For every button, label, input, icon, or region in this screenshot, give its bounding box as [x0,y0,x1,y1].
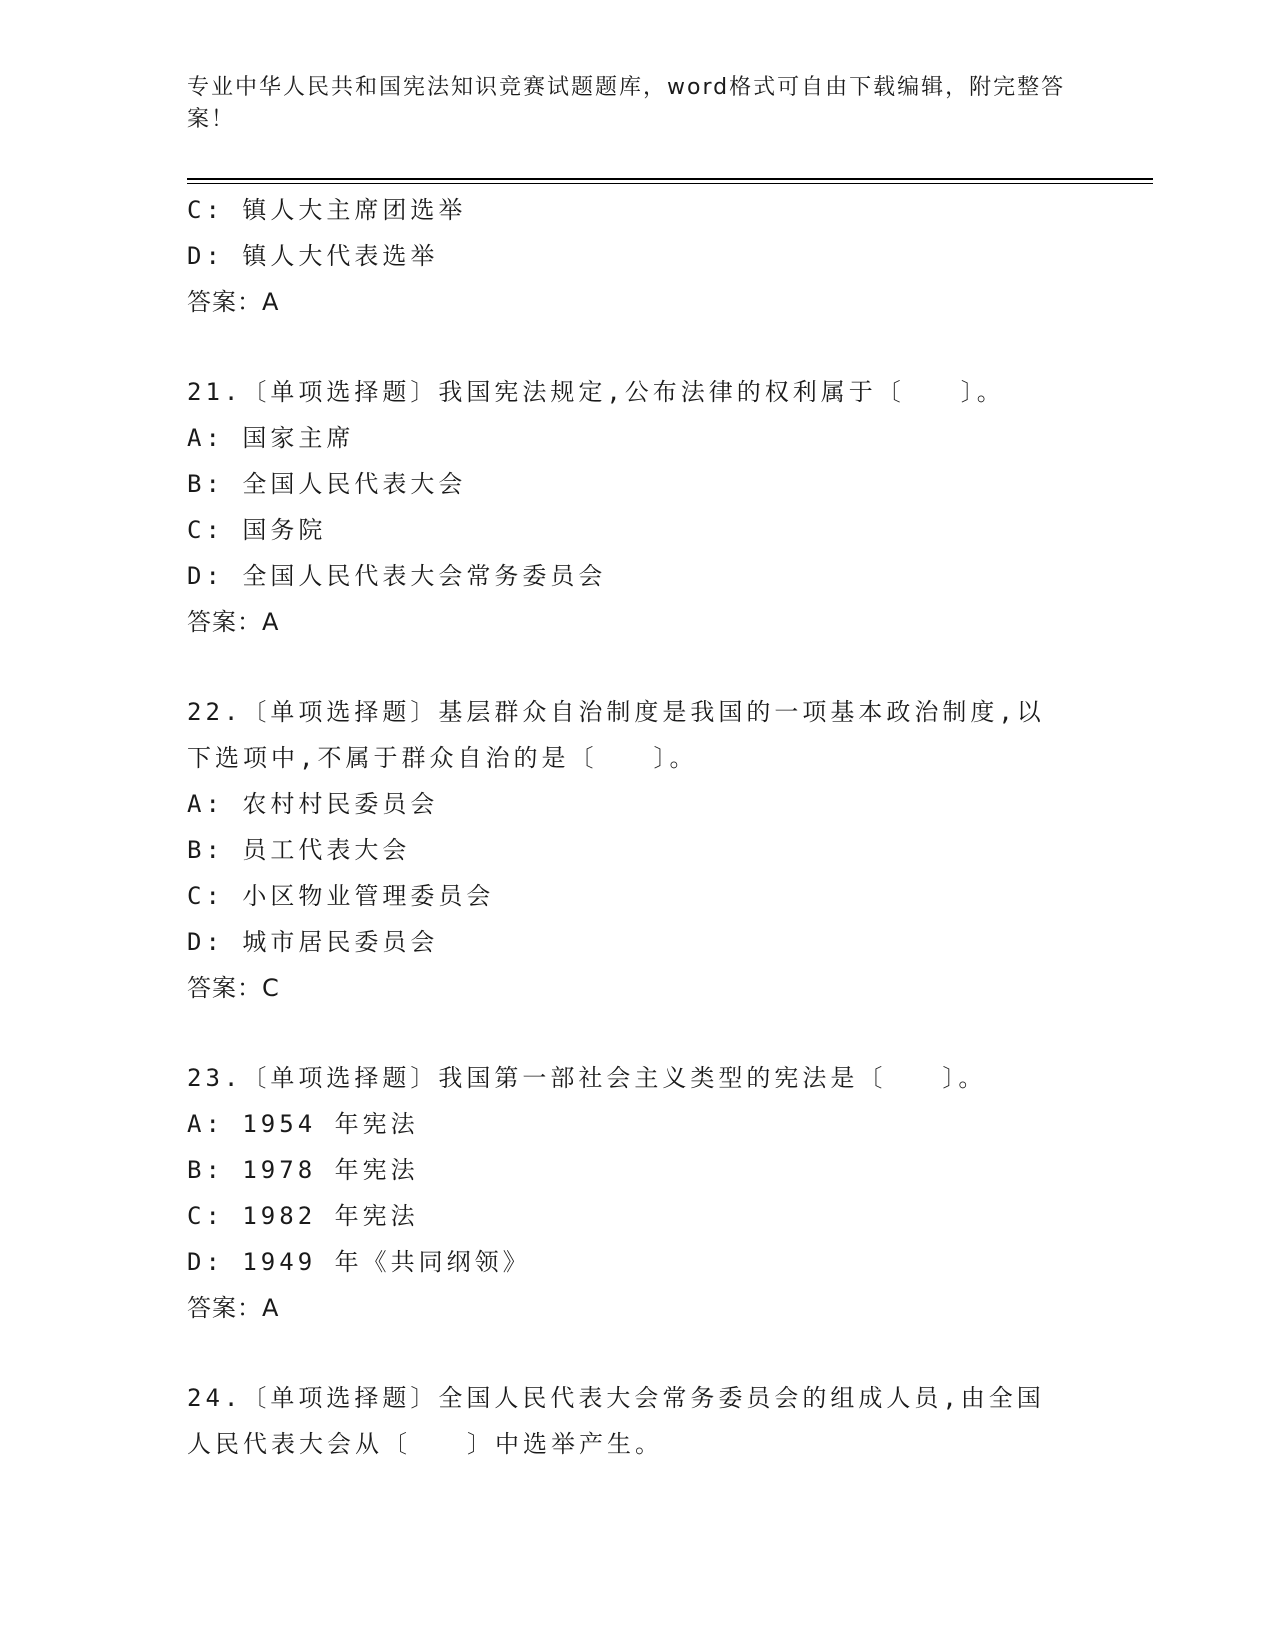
option-text: 全国人民代表大会 [242,470,467,498]
option-key: A: [187,1110,224,1138]
document-header: 专业中华人民共和国宪法知识竞赛试题题库，word格式可自由下载编辑，附完整答案！ [187,75,1066,132]
option-c [187,1193,1087,1239]
option-text: 1982 年宪法 [242,1202,419,1230]
question-23 [187,1055,1087,1331]
option-key: A: [187,790,224,818]
option-c [187,187,1087,233]
question-stem: 22.〔单项选择题〕基层群众自治制度是我国的一项基本政治制度,以下选项中,不属于群众自治的是〔 〕。 [187,698,1045,772]
option-c [187,507,1087,553]
question-stem: 21.〔单项选择题〕我国宪法规定,公布法律的权利属于〔 〕。 [187,378,1005,406]
option-text: 镇人大主席团选举 [242,196,467,224]
option-key: C: [187,1202,224,1230]
question-stem: 24.〔单项选择题〕全国人民代表大会常务委员会的组成人员,由全国人民代表大会从〔 〕中选举产生。 [187,1384,1045,1458]
option-key: D: [187,242,224,270]
question-21 [187,369,1087,645]
option-key: C: [187,196,224,224]
option-text: 员工代表大会 [242,836,411,864]
question-list [187,187,1087,1467]
header-divider-thin [187,183,1153,184]
option-a [187,415,1087,461]
answer-line: 答案：A [187,608,280,636]
option-key: D: [187,1248,224,1276]
option-text: 1978 年宪法 [242,1156,419,1184]
option-b [187,461,1087,507]
answer-line: 答案：A [187,1294,280,1322]
answer-line: 答案：A [187,288,280,316]
option-key: C: [187,516,224,544]
option-text: 全国人民代表大会常务委员会 [242,562,607,590]
option-d [187,233,1087,279]
option-text: 1954 年宪法 [242,1110,419,1138]
continued-question [187,187,1087,325]
option-d [187,553,1087,599]
option-a [187,1101,1087,1147]
option-b [187,1147,1087,1193]
option-text: 镇人大代表选举 [242,242,439,270]
option-text: 农村村民委员会 [242,790,439,818]
option-key: D: [187,928,224,956]
option-d [187,1239,1087,1285]
option-key: B: [187,1156,224,1184]
header-divider-thick [187,178,1153,180]
option-a [187,781,1087,827]
option-key: D: [187,562,224,590]
option-text: 1949 年《共同纲领》 [242,1248,531,1276]
option-text: 国务院 [242,516,327,544]
option-b [187,827,1087,873]
option-key: B: [187,836,224,864]
question-22 [187,689,1087,1011]
option-key: B: [187,470,224,498]
option-text: 城市居民委员会 [242,928,439,956]
question-24 [187,1375,1087,1467]
question-stem: 23.〔单项选择题〕我国第一部社会主义类型的宪法是〔 〕。 [187,1064,987,1092]
option-c [187,873,1087,919]
option-key: A: [187,424,224,452]
option-text: 小区物业管理委员会 [242,882,495,910]
option-d [187,919,1087,965]
option-text: 国家主席 [242,424,355,452]
answer-line: 答案：C [187,974,280,1002]
option-key: C: [187,882,224,910]
